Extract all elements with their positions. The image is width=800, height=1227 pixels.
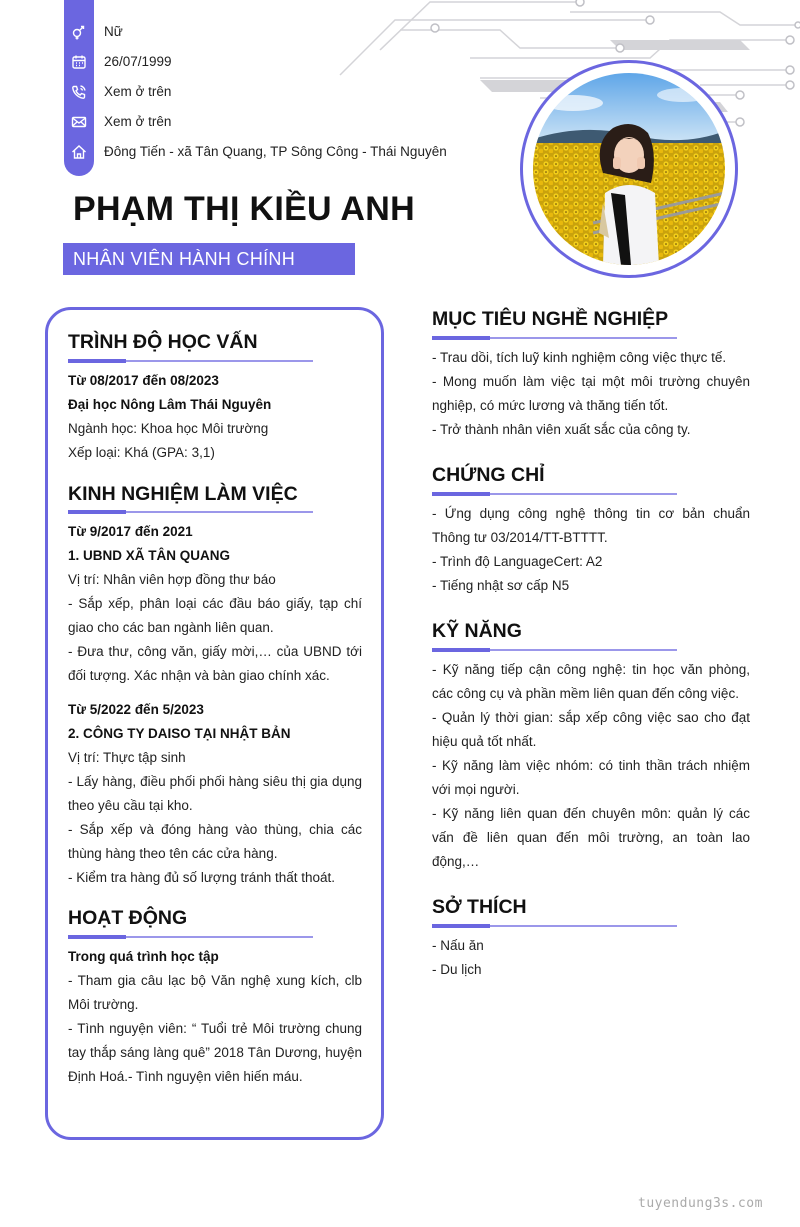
section-divider (432, 649, 677, 651)
experience-title: KINH NGHIỆM LÀM VIỆC (68, 483, 298, 505)
job-period: Từ 5/2022 đến 5/2023 (68, 702, 204, 717)
job-position: Vị trí: Nhân viên hợp đồng thư báo (68, 572, 276, 587)
skill-item: - Kỹ năng làm việc nhóm: có tinh thần trách nhiệm với mọi người. (432, 758, 750, 797)
education-title: TRÌNH ĐỘ HỌC VẤN (68, 331, 258, 353)
skill-item: - Kỹ năng liên quan đến chuyên môn: quản lý các vấn đề liên quan đến môi trường, an toàn lao động,… (432, 806, 750, 869)
job-duty: - Sắp xếp, phân loại các đầu báo giấy, tạp chí giao cho các ban ngành liên quan. (68, 596, 362, 635)
address-text: Đông Tiến - xã Tân Quang, TP Sông Công - Thái Nguyên (104, 144, 447, 159)
certificates-section (432, 502, 750, 598)
section-divider (68, 360, 313, 362)
watermark: tuyendung3s.com (638, 1196, 763, 1211)
candidate-name: PHẠM THỊ KIỀU ANH (73, 190, 415, 228)
contact-phone (64, 77, 524, 107)
activities-title: HOẠT ĐỘNG (68, 907, 188, 929)
avatar (533, 73, 725, 265)
objective-section (432, 346, 750, 442)
home-icon (71, 144, 87, 160)
activities-section (68, 945, 362, 1089)
section-divider (432, 925, 677, 927)
objective-item: - Trau dồi, tích luỹ kinh nghiệm công việc thực tế. (432, 350, 727, 365)
experience-section (68, 520, 362, 890)
birthday-text: 26/07/1999 (104, 54, 172, 69)
certificate-item: - Tiếng nhật sơ cấp N5 (432, 578, 570, 593)
section-divider (68, 511, 313, 513)
email-text: Xem ở trên (104, 114, 172, 129)
contact-email (64, 107, 524, 137)
job-duty: - Kiểm tra hàng đủ số lượng tránh thất thoát. (68, 870, 336, 885)
phone-icon (71, 84, 87, 100)
job-company: 2. CÔNG TY DAISO TẠI NHẬT BẢN (68, 726, 291, 741)
job-position: Vị trí: Thực tập sinh (68, 750, 186, 765)
gender-icon (71, 24, 87, 40)
education-section (68, 369, 362, 465)
job-period: Từ 9/2017 đến 2021 (68, 524, 193, 539)
mail-icon (71, 114, 87, 130)
job-duty: - Đưa thư, công văn, giấy mời,… của UBND tới đối tượng. Xác nhận và bàn giao chính xác. (68, 644, 362, 683)
contact-gender (64, 17, 524, 47)
education-grade: Xếp loại: Khá (GPA: 3,1) (68, 445, 215, 460)
activities-subtitle: Trong quá trình học tập (68, 949, 219, 964)
skills-title: KỸ NĂNG (432, 620, 522, 642)
education-major: Ngành học: Khoa học Môi trường (68, 421, 269, 436)
gender-text: Nữ (104, 24, 123, 39)
section-divider (432, 493, 677, 495)
education-period: Từ 08/2017 đến 08/2023 (68, 373, 219, 388)
job-duty: - Lấy hàng, điều phối phối hàng siêu thị gia dụng theo yêu cầu tại kho. (68, 774, 362, 813)
certificates-title: CHỨNG CHỈ (432, 464, 545, 486)
objective-title: MỤC TIÊU NGHỀ NGHIỆP (432, 308, 669, 330)
hobbies-section (432, 934, 750, 982)
certificate-item: - Trình độ LanguageCert: A2 (432, 554, 603, 569)
activity-item: - Tình nguyện viên: “ Tuổi trẻ Môi trường chung tay thắp sáng làng quê” 2018 Tân Dương, huyện Định Hoá.- Tình nguyện viên hiến máu. (68, 1021, 362, 1084)
phone-text: Xem ở trên (104, 84, 172, 99)
skills-section (432, 658, 750, 874)
contact-address (64, 137, 524, 167)
certificate-item: - Ứng dụng công nghệ thông tin cơ bản chuẩn Thông tư 03/2014/TT-BTTTT. (432, 506, 750, 545)
section-divider (68, 936, 313, 938)
hobbies-title: SỞ THÍCH (432, 896, 527, 918)
job-duty: - Sắp xếp và đóng hàng vào thùng, chia các thùng hàng theo tên các cửa hàng. (68, 822, 362, 861)
job-title: NHÂN VIÊN HÀNH CHÍNH (63, 243, 355, 275)
calendar-icon (71, 54, 87, 70)
objective-item: - Mong muốn làm việc tại một môi trường chuyên nghiệp, có mức lương và thăng tiến tốt. (432, 374, 750, 413)
skill-item: - Kỹ năng tiếp cận công nghệ: tin học văn phòng, các công cụ và phần mềm liên quan đến công việc. (432, 662, 750, 701)
objective-item: - Trở thành nhân viên xuất sắc của công ty. (432, 422, 691, 437)
section-divider (432, 337, 677, 339)
hobby-item: - Nấu ăn (432, 938, 484, 953)
activity-item: - Tham gia câu lạc bộ Văn nghệ xung kích, clb Môi trường. (68, 973, 362, 1012)
hobby-item: - Du lịch (432, 962, 482, 977)
education-school: Đại học Nông Lâm Thái Nguyên (68, 397, 272, 412)
job-company: 1. UBND XÃ TÂN QUANG (68, 548, 231, 563)
portrait-illustration (533, 73, 725, 265)
contact-birthday (64, 47, 524, 77)
skill-item: - Quản lý thời gian: sắp xếp công việc sao cho đạt hiệu quả tốt nhất. (432, 710, 750, 749)
